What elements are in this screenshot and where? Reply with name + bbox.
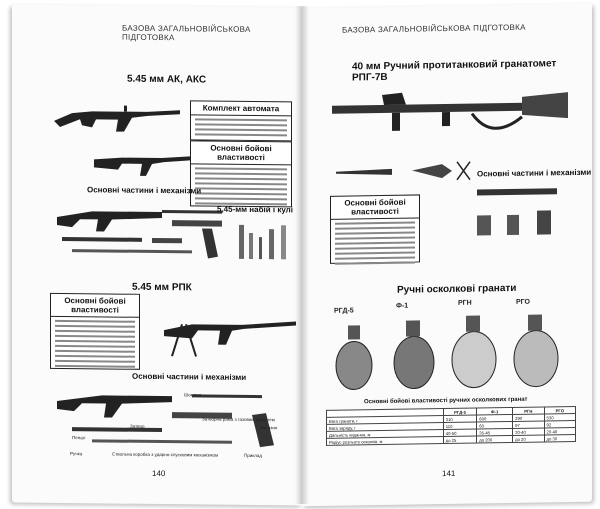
props-box-rpg [330,194,420,263]
section-title-grenades: Ручні осколкові гранати [397,282,517,296]
page-number-right: 141 [442,468,456,479]
table-cell: 30-40 [513,428,544,435]
caption-parts-rpk: Основні частини і механізми [132,371,247,382]
table-cell: 60 [477,421,513,429]
table-head-cell: Ф-1 [477,407,513,415]
book-gutter [295,6,309,504]
table-cell: 310 [443,415,477,423]
table-cell: Радіус розльоту осколків, м [327,437,444,446]
left-page [12,4,302,505]
complect-box-title: Комплект автомата [191,101,291,116]
props-box-rpk [50,293,140,370]
aks-rifle-image [92,145,192,180]
label-magazine: Магазин [260,425,278,431]
table-cell: 290 [513,414,544,421]
grenade-name-f1: Ф-1 [396,302,409,310]
table-cell: 97 [513,421,544,428]
props-box-ak-title: Основні бойові властивості [191,141,291,165]
caption-ammo: 5,45-мм набій і кулі [217,204,293,215]
page-number-left: 140 [152,468,166,479]
table-cell: 110 [443,422,477,430]
grenade-name-rgn: РГН [458,299,472,307]
table-cell: до 200 [477,435,513,443]
table-cell: 530 [544,413,575,420]
label-case: Пенал [72,435,86,441]
props-box-ak [190,140,292,207]
rpk-image [162,296,298,363]
table-cell: Дальність кидання, м [327,430,444,439]
table-cell: 600 [477,414,513,422]
section-title-ak: 5.45 мм АК, АКС [127,73,207,86]
rpg7-image [322,76,572,150]
grenade-table-title: Основні бойові властивості ручних осколкових гранат [364,396,528,406]
label-frame: Затворна рама з газовим поршнем [202,416,275,423]
label-bolt: Затвор [130,423,145,429]
caption-parts-ak: Основні частини і механізми [87,185,202,196]
props-box-rpk-title: Основні бойові властивості [51,294,139,318]
open-book [12,6,592,504]
table-cell: до 30 [544,434,575,441]
table-cell: 20-40 [544,427,575,434]
table-cell: 92 [544,420,575,427]
ak-parts-image [52,197,232,269]
table-cell: до 20 [513,435,544,442]
table-head-cell: РГО [544,406,575,413]
grenade-name-rgo: РГО [516,298,530,306]
table-cell: 40-50 [443,429,477,437]
ak-rifle-image [52,91,182,142]
label-receiver: Ствольна коробка з ударно-спусковим механізмом [112,451,219,458]
table-cell: 35-45 [477,428,513,436]
section-title-rpg: 40 мм Ручний протитанковий гранатомет РПГ-7В [352,58,557,84]
label-shompol: Шомпол [184,392,202,398]
table-cell: до 25 [443,436,477,444]
label-stock: Приклад [244,452,263,459]
table-cell: Вага гранати, г [327,416,444,425]
props-box-rpg-title: Основні бойові властивості [331,195,419,219]
cartridges-image [237,219,297,266]
label-handle: Ручка [70,451,83,457]
right-page [302,4,592,507]
running-header-right: БАЗОВА ЗАГАЛЬНОВІЙСЬКОВА ПІДГОТОВКА [342,22,526,35]
grenade-name-rgd5: РГД-5 [334,307,354,315]
table-cell: Вага заряду, г [327,423,444,432]
complect-box [190,100,292,141]
rpg-parts-image [447,184,577,256]
grenades-image [332,310,577,394]
table-head-cell: РГН [513,407,544,414]
rpg-grenade-image [332,156,472,188]
running-header-left: БАЗОВА ЗАГАЛЬНОВІЙСЬКОВА ПІДГОТОВКА [122,23,251,43]
section-title-rpk: 5.45 мм РПК [132,281,192,294]
table-head-cell: РГД-5 [443,408,477,416]
grenade-props-table [326,406,576,446]
caption-parts-rpg: Основні частини і механізми [477,167,592,179]
